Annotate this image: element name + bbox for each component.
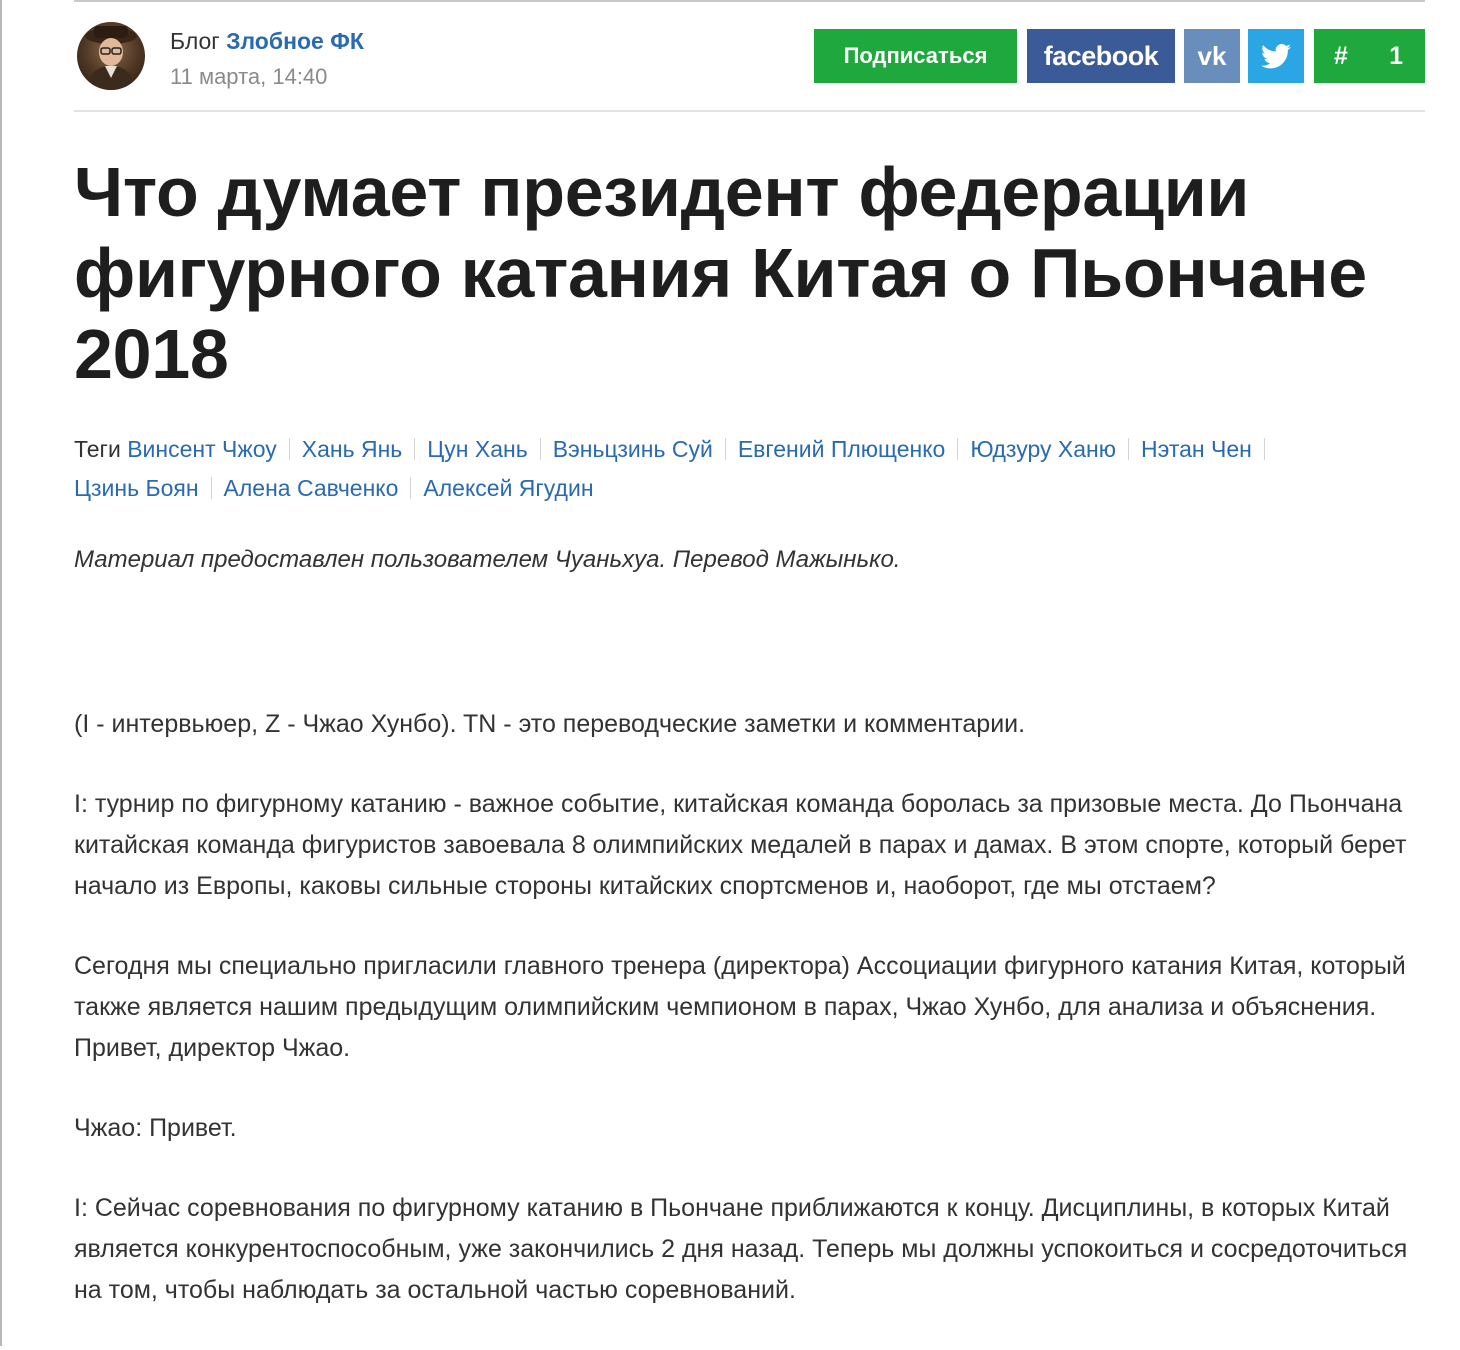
vk-icon: vk — [1197, 40, 1227, 71]
article-page — [74, 0, 1425, 1304]
share-count: 1 — [1389, 41, 1403, 70]
tag-separator — [1128, 438, 1129, 460]
tag-separator — [211, 477, 212, 499]
blog-prefix: Блог — [170, 28, 220, 54]
tags-list — [74, 430, 1425, 508]
publish-date: 11 марта, 14:40 — [170, 64, 328, 89]
tag-link[interactable]: Цун Хань — [427, 436, 528, 462]
tag-separator — [410, 477, 411, 499]
article-header — [74, 0, 1425, 112]
hash-icon: # — [1334, 41, 1348, 70]
tag-link[interactable]: Алена Савченко — [223, 475, 399, 501]
tag-separator — [414, 438, 415, 460]
subscribe-button[interactable] — [814, 29, 1017, 83]
tag-link[interactable]: Винсент Чжоу — [127, 436, 277, 462]
tag-separator — [957, 438, 958, 460]
vk-share-button[interactable] — [1184, 29, 1240, 83]
paragraph: Сегодня мы специально пригласили главного тренера (директора) Ассоциации фигурного катания Китая, который также является нашим предыдущим олимпийским чемпионом в парах, Чжао Хунбо, для анализа и объяснения. Привет, директор Чжао. — [74, 952, 1406, 1062]
paragraph: I: Сейчас соревнования по фигурному катанию в Пьончане приближаются к концу. Дисциплины, в которых Китай является конкурентоспособным, уже закончились 2 дня назад. Теперь мы должны успокоиться и сосредоточиться на том, чтобы наблюдать за остальной частью соревнований. — [74, 1194, 1408, 1304]
window-left-border — [0, 0, 2, 1346]
tag-link[interactable]: Хань Янь — [301, 436, 403, 462]
tag-link[interactable]: Юдзуру Ханю — [970, 436, 1116, 462]
tag-separator — [1264, 438, 1265, 460]
tag-link[interactable]: Евгений Плющенко — [737, 436, 946, 462]
blog-line — [170, 28, 364, 55]
tag-link[interactable]: Нэтан Чен — [1140, 436, 1252, 462]
source-note: Материал предоставлен пользователем Чуаньхуа. Перевод Мажынько. — [74, 546, 901, 573]
paragraph: (I - интервьюер, Z - Чжао Хунбо). TN - это переводческие заметки и комментарии. — [74, 710, 1026, 738]
tags-label: Теги — [74, 436, 121, 462]
subscribe-label: Подписаться — [843, 43, 988, 68]
tag-separator — [540, 438, 541, 460]
twitter-share-button[interactable] — [1248, 29, 1304, 83]
twitter-bird-icon — [1261, 44, 1291, 69]
avatar-portrait-icon — [77, 22, 145, 90]
facebook-share-button[interactable] — [1027, 29, 1175, 83]
article-title: Что думает президент федерации фигурного катания Китая о Пьончане 2018 — [74, 153, 1367, 393]
blog-name-link[interactable]: Злобное ФК — [226, 28, 364, 54]
tag-separator — [289, 438, 290, 460]
tag-separator — [725, 438, 726, 460]
hashtag-counter-button[interactable] — [1314, 29, 1425, 83]
facebook-label: facebook — [1043, 40, 1159, 71]
paragraph: I: турнир по фигурному катанию - важное событие, китайская команда боролась за призовые места. До Пьончана китайская команда фигуристов завоевала 8 олимпийских медалей в парах и дамах. В этом спорте, который берет начало из Европы, каковы сильные стороны китайских спортсменов и, наоборот, где мы отстаем? — [74, 790, 1407, 900]
paragraph: Чжао: Привет. — [74, 1114, 237, 1142]
author-avatar[interactable] — [77, 22, 145, 90]
article-body — [74, 704, 1425, 1350]
tag-link[interactable]: Алексей Ягудин — [423, 475, 594, 501]
tag-link[interactable]: Цзинь Боян — [74, 475, 199, 501]
tag-link[interactable]: Вэньцзинь Суй — [552, 436, 713, 462]
